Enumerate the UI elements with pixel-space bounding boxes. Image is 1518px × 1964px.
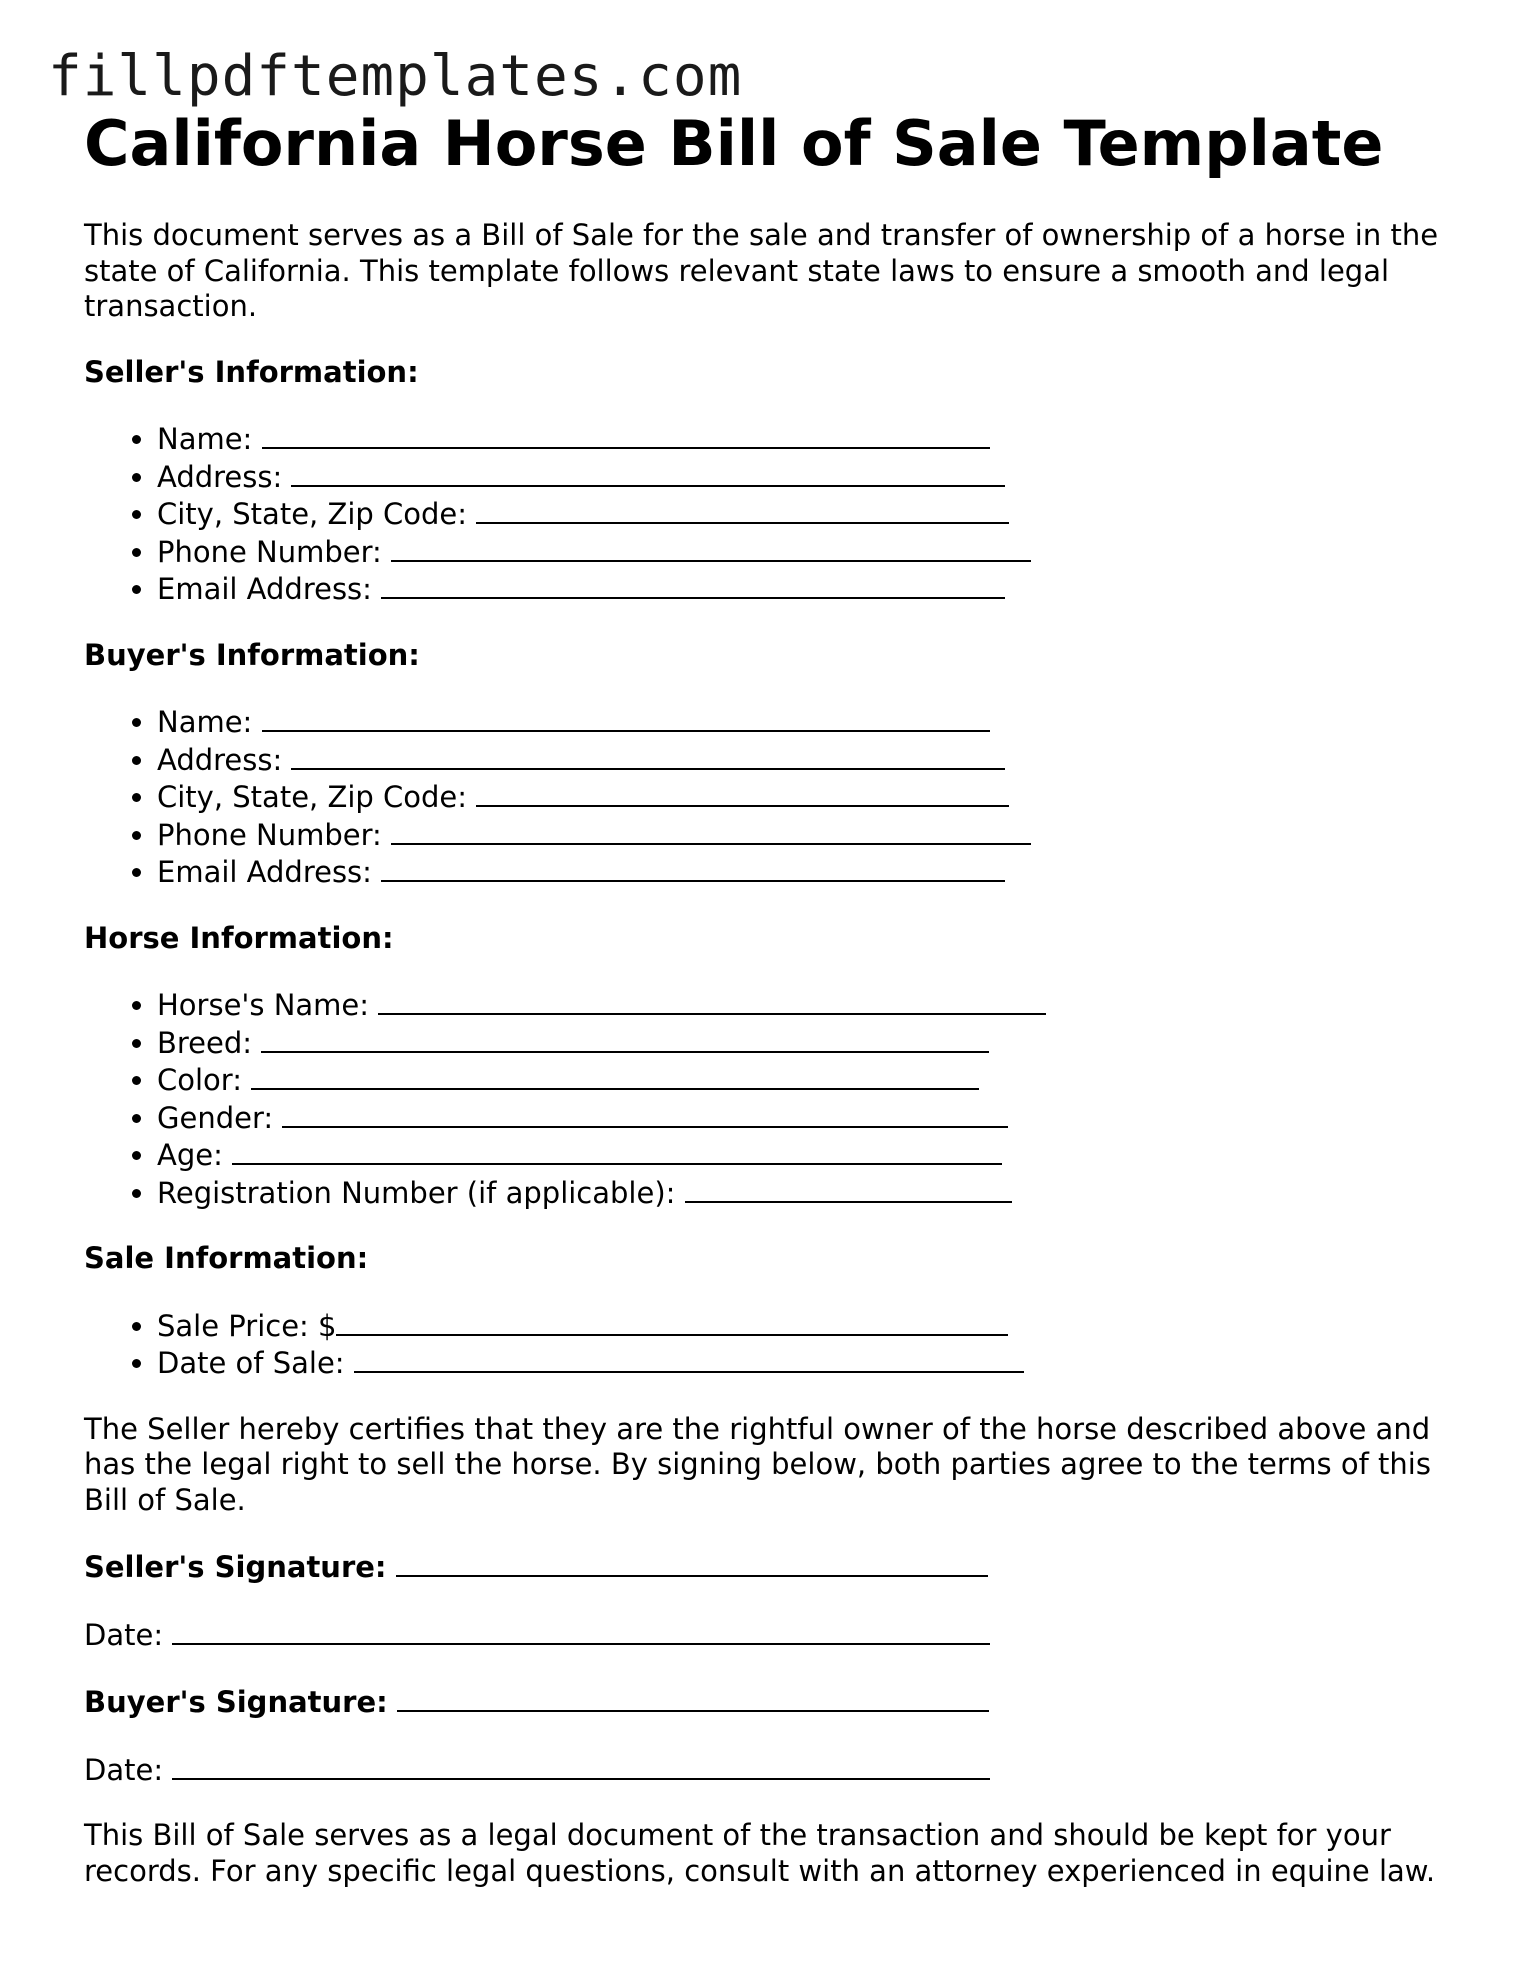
buyer-address-field: • Address: xyxy=(157,741,1444,779)
document-page xyxy=(84,104,1444,1889)
seller-name-blank[interactable] xyxy=(262,420,990,449)
buyer-email-field: • Email Address: xyxy=(157,853,1444,891)
buyer-phone-blank[interactable] xyxy=(391,816,1031,845)
horse-color-field: • Color: xyxy=(157,1061,1444,1099)
horse-age-field: • Age: xyxy=(157,1136,1444,1174)
site-watermark: fillpdftemplates.com xyxy=(48,44,743,109)
buyer-info-list xyxy=(84,703,1444,891)
horse-registration-field: • Registration Number (if applicable): xyxy=(157,1174,1444,1212)
horse-registration-blank[interactable] xyxy=(685,1174,1012,1203)
horse-gender-blank[interactable] xyxy=(282,1099,1008,1128)
seller-address-blank[interactable] xyxy=(291,458,1005,487)
buyer-signature-blank[interactable] xyxy=(397,1683,989,1712)
seller-signature-row xyxy=(84,1548,1444,1586)
seller-name-field: • Name: xyxy=(157,420,1444,458)
horse-name-blank[interactable] xyxy=(378,986,1046,1015)
seller-city-blank[interactable] xyxy=(476,495,1009,524)
seller-info-heading: Seller's Information: xyxy=(84,354,419,389)
horse-breed-blank[interactable] xyxy=(261,1024,989,1053)
buyer-city-blank[interactable] xyxy=(476,778,1009,807)
sale-date-field: • Date of Sale: xyxy=(157,1344,1444,1382)
buyer-name-blank[interactable] xyxy=(262,703,990,732)
seller-phone-field: • Phone Number: xyxy=(157,533,1444,571)
seller-email-blank[interactable] xyxy=(381,570,1005,599)
seller-email-field: • Email Address: xyxy=(157,570,1444,608)
seller-signature-label: Seller's Signature: xyxy=(84,1550,387,1584)
buyer-date-blank[interactable] xyxy=(172,1751,990,1780)
buyer-signature-label: Buyer's Signature: xyxy=(84,1685,388,1719)
seller-date-row xyxy=(84,1616,1444,1654)
seller-address-field: • Address: xyxy=(157,458,1444,496)
seller-date-label: Date: xyxy=(84,1617,164,1652)
intro-paragraph: This document serves as a Bill of Sale for the sale and transfer of ownership of a horse in the state of California. This template follows relevant state laws to ensure a smooth and legal transaction. xyxy=(84,218,1439,323)
buyer-email-blank[interactable] xyxy=(381,853,1005,882)
sale-date-blank[interactable] xyxy=(354,1344,1024,1373)
buyer-signature-row xyxy=(84,1683,1444,1721)
closing-paragraph: This Bill of Sale serves as a legal document of the transaction and should be kept for your records. For any specific legal questions, consult with an attorney experienced in equine law. xyxy=(84,1818,1436,1888)
seller-city-field: • City, State, Zip Code: xyxy=(157,495,1444,533)
sale-price-field: • Sale Price: $ xyxy=(157,1307,1444,1345)
buyer-city-field: • City, State, Zip Code: xyxy=(157,778,1444,816)
buyer-phone-field: • Phone Number: xyxy=(157,816,1444,854)
buyer-address-blank[interactable] xyxy=(291,741,1005,770)
horse-gender-field: • Gender: xyxy=(157,1099,1444,1137)
buyer-date-row xyxy=(84,1751,1444,1789)
horse-info-list xyxy=(84,986,1444,1211)
sale-info-list xyxy=(84,1307,1444,1382)
seller-signature-blank[interactable] xyxy=(396,1548,988,1577)
horse-name-field: • Horse's Name: xyxy=(157,986,1444,1024)
horse-breed-field: • Breed: xyxy=(157,1024,1444,1062)
horse-color-blank[interactable] xyxy=(251,1061,979,1090)
seller-info-list xyxy=(84,420,1444,608)
sale-info-heading: Sale Information: xyxy=(84,1241,369,1275)
seller-phone-blank[interactable] xyxy=(391,533,1031,562)
buyer-info-heading: Buyer's Information: xyxy=(84,637,420,672)
horse-info-heading: Horse Information: xyxy=(84,920,394,955)
horse-age-blank[interactable] xyxy=(232,1136,1002,1165)
buyer-date-label: Date: xyxy=(84,1752,164,1787)
page-title: California Horse Bill of Sale Template xyxy=(84,107,1384,180)
sale-price-blank[interactable] xyxy=(336,1307,1008,1336)
certification-paragraph: The Seller hereby certifies that they are the rightful owner of the horse described above and has the legal right to sell the horse. By signing below, both parties agree to the terms of this Bill of Sale. xyxy=(84,1411,1431,1517)
seller-date-blank[interactable] xyxy=(172,1616,990,1645)
buyer-name-field: • Name: xyxy=(157,703,1444,741)
